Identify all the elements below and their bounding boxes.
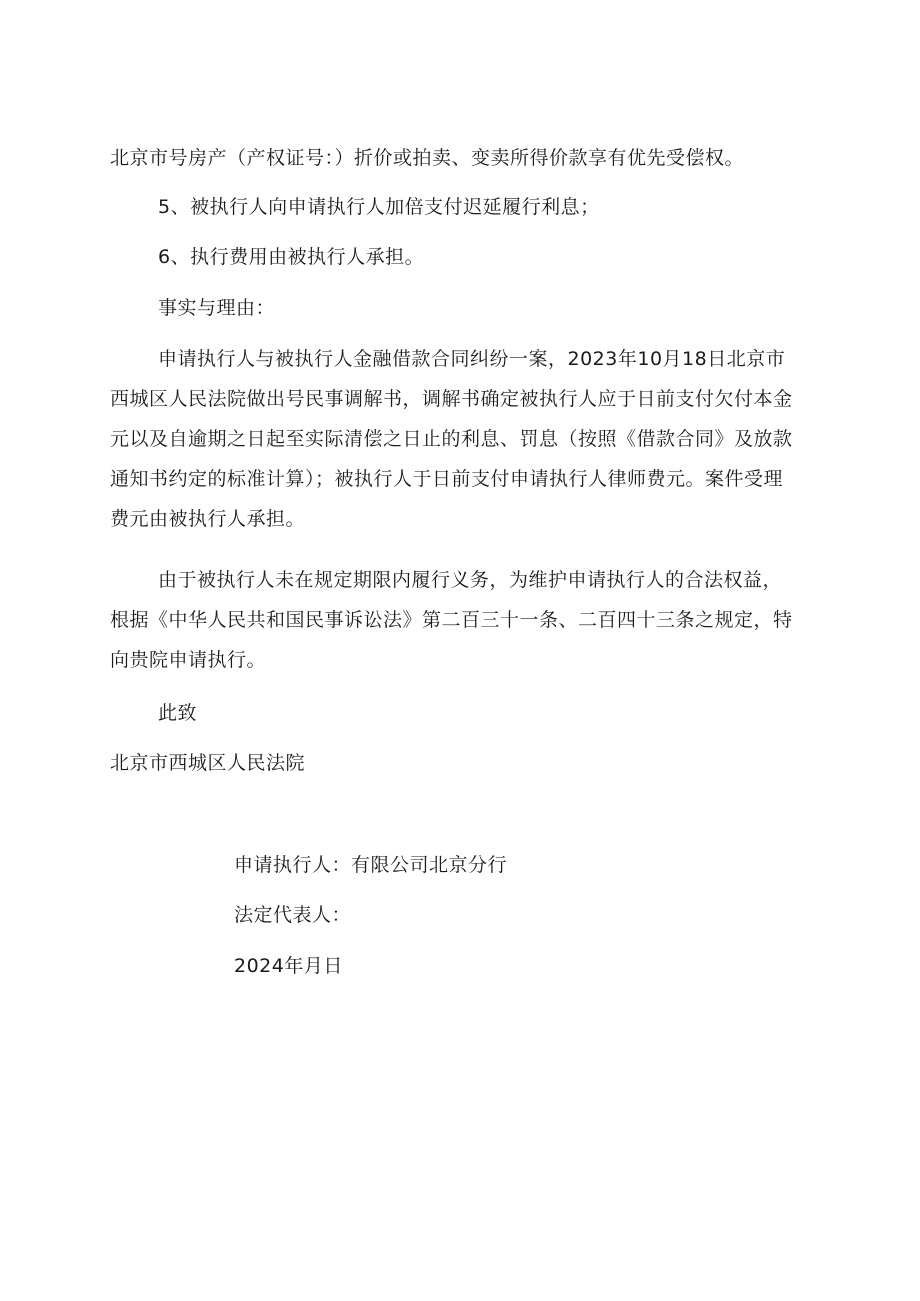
- signature-legal-rep: 法定代表人：: [234, 904, 352, 926]
- paragraph-item-6: 6、执行费用由被执行人承担。: [158, 246, 425, 268]
- paragraph-priority-right: 北京市号房产（产权证号：）折价或拍卖、变卖所得价款享有优先受偿权。: [110, 147, 745, 169]
- signature-applicant: 申请执行人：有限公司北京分行: [234, 854, 508, 876]
- paragraph-item-5: 5、被执行人向申请执行人加倍支付迟延履行利息；: [158, 196, 600, 218]
- paragraph-facts-body: 申请执行人与被执行人金融借款合同纠纷一案，2023年10月18日北京市西城区人民法院做出号民事调解书，调解书确定被执行人应于日前支付欠付本金元以及自逾期之日起至实际清偿之日止的利息、罚息（按照《借款合同》及放款通知书约定的标准计算）；被执行人于日前支付申请执行人律师费元。案件受理费元由被执行人承担。: [110, 348, 793, 530]
- paragraph-court-name: 北京市西城区人民法院: [110, 752, 306, 774]
- paragraph-facts-heading: 事实与理由：: [158, 297, 276, 319]
- signature-date: 2024年月日: [234, 955, 343, 977]
- paragraph-salutation: 此致: [158, 702, 198, 724]
- paragraph-reason: 由于被执行人未在规定期限内履行义务，为维护申请执行人的合法权益，根据《中华人民共和国民事诉讼法》第二百三十一条、二百四十三条之规定，特向贵院申请执行。: [110, 569, 793, 671]
